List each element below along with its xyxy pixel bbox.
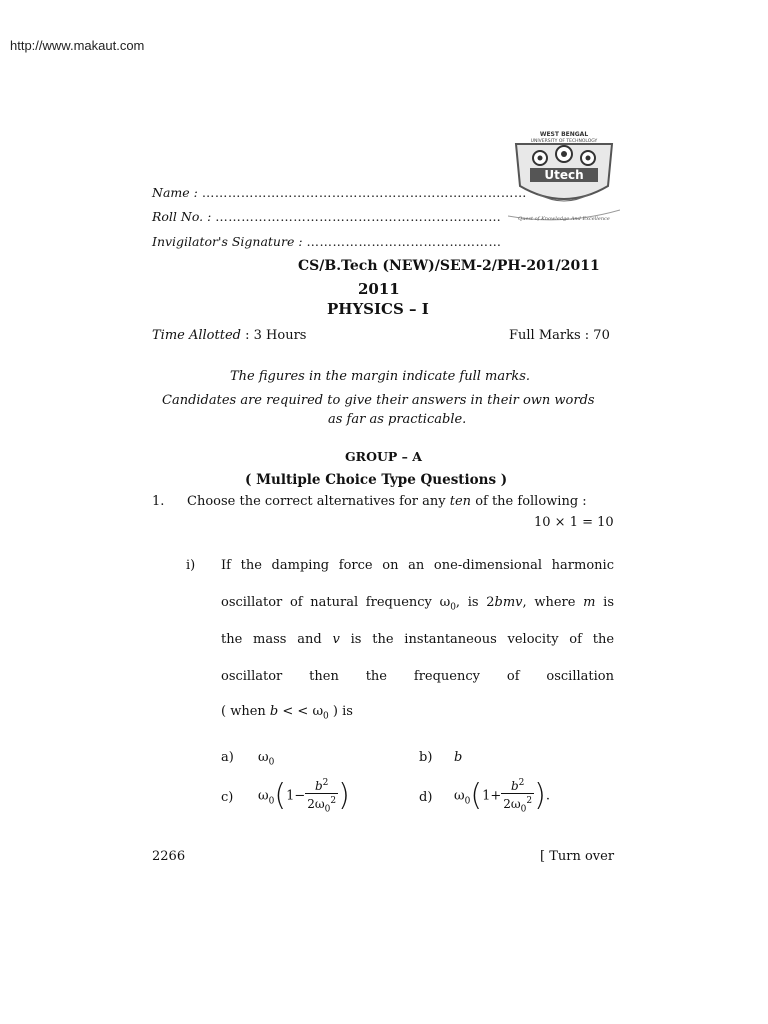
option-d-den-sub: 0 [520, 804, 527, 815]
name-field [152, 185, 527, 200]
option-d-den-exp: 2 [526, 796, 533, 806]
line5-d: ) is [332, 704, 353, 719]
question-text-post: of the following : [475, 494, 587, 509]
option-d-rparen: ) [534, 778, 546, 814]
full-marks: Full Marks : 70 [509, 328, 610, 343]
option-c-sub: 0 [268, 796, 275, 807]
option-d [454, 776, 550, 816]
instruction-line-3: as far as practicable. [328, 412, 467, 427]
line2-d: is [603, 595, 614, 610]
time-value: : 3 Hours [245, 328, 307, 343]
option-b: b [454, 750, 463, 765]
line2-sub: 0 [450, 602, 456, 613]
logo-top-text: WEST BENGAL [539, 131, 589, 138]
option-c-omega: ω [258, 788, 269, 804]
logo-motto: Quest of Knowledge And Excellence [518, 216, 610, 222]
line2-b: , is 2 [455, 595, 495, 610]
line3-b: is the instantaneous velocity of the [350, 632, 615, 647]
option-d-label: d) [419, 790, 433, 805]
subquestion-line-3 [221, 632, 614, 647]
invigilator-dots: ……………………………………… [306, 234, 502, 249]
exam-year: 2011 [358, 280, 400, 298]
option-c-num: b [314, 779, 323, 793]
line5-a: ( when [221, 704, 266, 719]
option-b-label: b) [419, 750, 433, 765]
option-c-sign: 1− [286, 788, 306, 804]
logo-banner: Utech [544, 168, 584, 182]
line2-a: oscillator of natural frequency ω [221, 595, 451, 610]
name-label: Name : [152, 185, 198, 200]
option-d-lparen: ( [470, 778, 483, 814]
option-c-fraction [305, 776, 338, 816]
logo-sub-text: UNIVERSITY OF TECHNOLOGY [530, 139, 598, 144]
roll-dots: ………………………………………………………… [215, 209, 502, 224]
line5-b: b [269, 704, 279, 719]
group-title: GROUP – A [345, 449, 422, 464]
paper-code: CS/B.Tech (NEW)/SEM-2/PH-201/2011 [298, 258, 600, 274]
line2-m: m [583, 595, 596, 610]
option-c-den-sub: 0 [324, 804, 331, 815]
option-d-sign: 1+ [482, 788, 502, 804]
invigilator-field [152, 234, 502, 249]
question-text-em: ten [449, 494, 472, 509]
option-a-omega: ω [258, 750, 269, 765]
option-d-fraction [501, 776, 534, 816]
option-c-num-exp: 2 [322, 778, 329, 788]
name-dots: ………………………………………………………………… [201, 185, 527, 200]
instruction-line-1: The figures in the margin indicate full marks. [230, 369, 531, 384]
option-c-den-exp: 2 [330, 796, 337, 806]
group-subtitle: ( Multiple Choice Type Questions ) [245, 472, 508, 488]
utech-emblem-icon [508, 128, 620, 232]
subquestion-line-4: oscillator then the frequency of oscillation [221, 669, 614, 684]
question-text [187, 494, 587, 509]
option-a-sub: 0 [268, 757, 275, 768]
line3-a: the mass and [221, 632, 322, 647]
university-logo [508, 128, 620, 232]
option-c-den: 2ω [307, 797, 325, 811]
question-text-pre: Choose the correct alternatives for any [187, 494, 446, 509]
option-c-lparen: ( [274, 778, 287, 814]
line3-v: v [332, 632, 340, 647]
subquestion-line-1: If the damping force on an one-dimensional harmonic [221, 558, 614, 573]
instruction-line-2: Candidates are required to give their answers in their own words [162, 393, 595, 408]
option-c-label: c) [221, 790, 234, 805]
option-d-tail: . [545, 788, 550, 804]
subquestion-line-2 [221, 595, 614, 613]
option-d-num: b [510, 779, 519, 793]
page-code: 2266 [152, 849, 186, 864]
option-c [258, 776, 350, 816]
option-d-omega: ω [454, 788, 465, 804]
subject-title: PHYSICS – I [327, 300, 429, 318]
option-d-sub: 0 [464, 796, 471, 807]
option-d-num-exp: 2 [518, 778, 525, 788]
roll-field [152, 209, 501, 224]
subquestion-line-5 [221, 704, 614, 722]
question-number: 1. [152, 494, 165, 509]
question-marks: 10 × 1 = 10 [534, 515, 614, 530]
line5-c: < < ω [282, 704, 324, 719]
time-allotted [152, 328, 306, 343]
option-a [258, 750, 274, 768]
line5-sub: 0 [323, 711, 329, 722]
invigilator-label: Invigilator's Signature : [152, 234, 303, 249]
option-a-label: a) [221, 750, 234, 765]
subquestion-number: i) [186, 558, 196, 573]
turn-over: [ Turn over [540, 849, 615, 864]
line2-bmv: bmv [494, 595, 523, 610]
option-c-rparen: ) [338, 778, 350, 814]
roll-label: Roll No. : [152, 209, 212, 224]
line2-c: , where [522, 595, 576, 610]
time-label: Time Allotted [152, 328, 241, 343]
option-d-den: 2ω [503, 797, 521, 811]
header-url: http://www.makaut.com [10, 38, 145, 53]
